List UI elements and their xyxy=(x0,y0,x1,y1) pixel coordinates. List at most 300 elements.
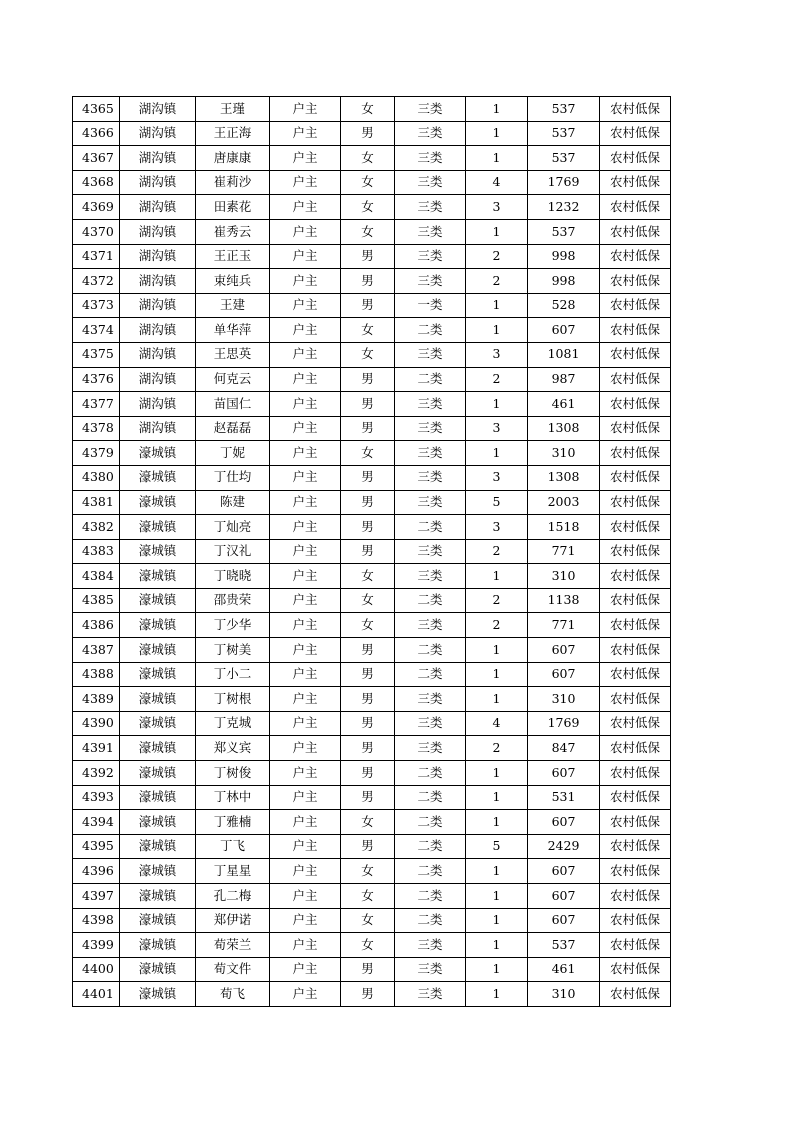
relation-cell: 户主 xyxy=(270,342,341,367)
amount-cell: 2429 xyxy=(528,834,600,859)
gender-cell: 女 xyxy=(341,588,395,613)
serial-number-cell: 4373 xyxy=(73,293,120,318)
gender-cell: 男 xyxy=(341,367,395,392)
amount-cell: 537 xyxy=(528,219,600,244)
gender-cell: 男 xyxy=(341,638,395,663)
relation-cell: 户主 xyxy=(270,810,341,835)
amount-cell: 1518 xyxy=(528,515,600,540)
table-row xyxy=(73,146,671,171)
town-cell: 濠城镇 xyxy=(120,810,196,835)
table-row xyxy=(73,416,671,441)
household-size-cell: 1 xyxy=(466,662,528,687)
category-cell: 二类 xyxy=(395,318,466,343)
name-cell: 崔莉沙 xyxy=(196,170,270,195)
category-cell: 三类 xyxy=(395,982,466,1007)
amount-cell: 998 xyxy=(528,269,600,294)
serial-number-cell: 4391 xyxy=(73,736,120,761)
table-row xyxy=(73,613,671,638)
name-cell: 赵磊磊 xyxy=(196,416,270,441)
assistance-type-cell: 农村低保 xyxy=(600,219,671,244)
category-cell: 二类 xyxy=(395,834,466,859)
serial-number-cell: 4382 xyxy=(73,515,120,540)
table-row xyxy=(73,490,671,515)
gender-cell: 男 xyxy=(341,957,395,982)
serial-number-cell: 4386 xyxy=(73,613,120,638)
gender-cell: 男 xyxy=(341,539,395,564)
serial-number-cell: 4368 xyxy=(73,170,120,195)
table-row xyxy=(73,957,671,982)
gender-cell: 女 xyxy=(341,564,395,589)
town-cell: 濠城镇 xyxy=(120,490,196,515)
amount-cell: 537 xyxy=(528,146,600,171)
table-row xyxy=(73,97,671,122)
assistance-type-cell: 农村低保 xyxy=(600,342,671,367)
household-size-cell: 1 xyxy=(466,121,528,146)
gender-cell: 女 xyxy=(341,908,395,933)
gender-cell: 男 xyxy=(341,244,395,269)
household-size-cell: 3 xyxy=(466,515,528,540)
table-row xyxy=(73,219,671,244)
household-size-cell: 5 xyxy=(466,834,528,859)
category-cell: 二类 xyxy=(395,810,466,835)
household-size-cell: 1 xyxy=(466,982,528,1007)
serial-number-cell: 4396 xyxy=(73,859,120,884)
amount-cell: 1308 xyxy=(528,465,600,490)
serial-number-cell: 4379 xyxy=(73,441,120,466)
name-cell: 丁雅楠 xyxy=(196,810,270,835)
amount-cell: 310 xyxy=(528,687,600,712)
assistance-type-cell: 农村低保 xyxy=(600,318,671,343)
amount-cell: 461 xyxy=(528,392,600,417)
name-cell: 丁飞 xyxy=(196,834,270,859)
relation-cell: 户主 xyxy=(270,539,341,564)
gender-cell: 女 xyxy=(341,195,395,220)
gender-cell: 男 xyxy=(341,687,395,712)
household-size-cell: 1 xyxy=(466,318,528,343)
gender-cell: 女 xyxy=(341,613,395,638)
amount-cell: 310 xyxy=(528,982,600,1007)
table-row xyxy=(73,884,671,909)
household-size-cell: 1 xyxy=(466,859,528,884)
assistance-type-cell: 农村低保 xyxy=(600,785,671,810)
relation-cell: 户主 xyxy=(270,416,341,441)
table-row xyxy=(73,736,671,761)
relation-cell: 户主 xyxy=(270,515,341,540)
assistance-type-cell: 农村低保 xyxy=(600,170,671,195)
household-size-cell: 2 xyxy=(466,588,528,613)
table-row xyxy=(73,859,671,884)
amount-cell: 310 xyxy=(528,564,600,589)
name-cell: 丁晓晓 xyxy=(196,564,270,589)
table-row xyxy=(73,342,671,367)
table-row xyxy=(73,908,671,933)
relation-cell: 户主 xyxy=(270,318,341,343)
household-size-cell: 1 xyxy=(466,687,528,712)
serial-number-cell: 4384 xyxy=(73,564,120,589)
amount-cell: 531 xyxy=(528,785,600,810)
relation-cell: 户主 xyxy=(270,638,341,663)
relation-cell: 户主 xyxy=(270,613,341,638)
name-cell: 王瑾 xyxy=(196,97,270,122)
household-size-cell: 1 xyxy=(466,219,528,244)
serial-number-cell: 4370 xyxy=(73,219,120,244)
name-cell: 丁妮 xyxy=(196,441,270,466)
table-row xyxy=(73,121,671,146)
town-cell: 湖沟镇 xyxy=(120,367,196,392)
assistance-type-cell: 农村低保 xyxy=(600,539,671,564)
gender-cell: 女 xyxy=(341,441,395,466)
household-size-cell: 1 xyxy=(466,908,528,933)
town-cell: 濠城镇 xyxy=(120,908,196,933)
town-cell: 濠城镇 xyxy=(120,662,196,687)
town-cell: 濠城镇 xyxy=(120,884,196,909)
name-cell: 束纯兵 xyxy=(196,269,270,294)
serial-number-cell: 4387 xyxy=(73,638,120,663)
table-body xyxy=(73,97,671,1007)
serial-number-cell: 4385 xyxy=(73,588,120,613)
assistance-type-cell: 农村低保 xyxy=(600,859,671,884)
gender-cell: 女 xyxy=(341,219,395,244)
relation-cell: 户主 xyxy=(270,465,341,490)
table-row xyxy=(73,687,671,712)
assistance-type-cell: 农村低保 xyxy=(600,441,671,466)
table-row xyxy=(73,539,671,564)
serial-number-cell: 4376 xyxy=(73,367,120,392)
amount-cell: 1081 xyxy=(528,342,600,367)
category-cell: 三类 xyxy=(395,416,466,441)
relation-cell: 户主 xyxy=(270,441,341,466)
category-cell: 三类 xyxy=(395,195,466,220)
category-cell: 三类 xyxy=(395,244,466,269)
serial-number-cell: 4400 xyxy=(73,957,120,982)
assistance-type-cell: 农村低保 xyxy=(600,564,671,589)
relation-cell: 户主 xyxy=(270,957,341,982)
household-size-cell: 5 xyxy=(466,490,528,515)
assistance-type-cell: 农村低保 xyxy=(600,957,671,982)
gender-cell: 男 xyxy=(341,515,395,540)
amount-cell: 528 xyxy=(528,293,600,318)
table-row xyxy=(73,269,671,294)
amount-cell: 607 xyxy=(528,884,600,909)
gender-cell: 男 xyxy=(341,761,395,786)
table-row xyxy=(73,195,671,220)
relation-cell: 户主 xyxy=(270,564,341,589)
table-row xyxy=(73,564,671,589)
table-row xyxy=(73,834,671,859)
amount-cell: 607 xyxy=(528,662,600,687)
town-cell: 湖沟镇 xyxy=(120,293,196,318)
category-cell: 三类 xyxy=(395,687,466,712)
assistance-type-cell: 农村低保 xyxy=(600,121,671,146)
category-cell: 三类 xyxy=(395,97,466,122)
household-size-cell: 1 xyxy=(466,146,528,171)
household-size-cell: 3 xyxy=(466,465,528,490)
name-cell: 孔二梅 xyxy=(196,884,270,909)
amount-cell: 1308 xyxy=(528,416,600,441)
relation-cell: 户主 xyxy=(270,97,341,122)
category-cell: 三类 xyxy=(395,342,466,367)
relation-cell: 户主 xyxy=(270,244,341,269)
amount-cell: 537 xyxy=(528,121,600,146)
name-cell: 郑义宾 xyxy=(196,736,270,761)
category-cell: 三类 xyxy=(395,170,466,195)
household-size-cell: 2 xyxy=(466,539,528,564)
town-cell: 濠城镇 xyxy=(120,465,196,490)
category-cell: 三类 xyxy=(395,933,466,958)
category-cell: 三类 xyxy=(395,957,466,982)
amount-cell: 461 xyxy=(528,957,600,982)
category-cell: 一类 xyxy=(395,293,466,318)
household-size-cell: 1 xyxy=(466,810,528,835)
name-cell: 丁克城 xyxy=(196,711,270,736)
relation-cell: 户主 xyxy=(270,761,341,786)
assistance-type-cell: 农村低保 xyxy=(600,392,671,417)
household-size-cell: 1 xyxy=(466,761,528,786)
gender-cell: 男 xyxy=(341,834,395,859)
serial-number-cell: 4399 xyxy=(73,933,120,958)
town-cell: 濠城镇 xyxy=(120,588,196,613)
category-cell: 三类 xyxy=(395,490,466,515)
serial-number-cell: 4365 xyxy=(73,97,120,122)
household-size-cell: 1 xyxy=(466,957,528,982)
name-cell: 荀飞 xyxy=(196,982,270,1007)
gender-cell: 男 xyxy=(341,392,395,417)
town-cell: 濠城镇 xyxy=(120,687,196,712)
relation-cell: 户主 xyxy=(270,293,341,318)
assistance-type-cell: 农村低保 xyxy=(600,982,671,1007)
gender-cell: 女 xyxy=(341,170,395,195)
town-cell: 湖沟镇 xyxy=(120,170,196,195)
gender-cell: 女 xyxy=(341,884,395,909)
relation-cell: 户主 xyxy=(270,367,341,392)
town-cell: 濠城镇 xyxy=(120,933,196,958)
category-cell: 三类 xyxy=(395,269,466,294)
gender-cell: 女 xyxy=(341,859,395,884)
gender-cell: 男 xyxy=(341,121,395,146)
assistance-type-cell: 农村低保 xyxy=(600,146,671,171)
serial-number-cell: 4371 xyxy=(73,244,120,269)
town-cell: 濠城镇 xyxy=(120,441,196,466)
name-cell: 丁树俊 xyxy=(196,761,270,786)
relation-cell: 户主 xyxy=(270,834,341,859)
table-row xyxy=(73,785,671,810)
name-cell: 郑伊诺 xyxy=(196,908,270,933)
relation-cell: 户主 xyxy=(270,662,341,687)
name-cell: 何克云 xyxy=(196,367,270,392)
assistance-type-cell: 农村低保 xyxy=(600,711,671,736)
serial-number-cell: 4380 xyxy=(73,465,120,490)
table-row xyxy=(73,638,671,663)
table-row xyxy=(73,293,671,318)
town-cell: 湖沟镇 xyxy=(120,342,196,367)
amount-cell: 771 xyxy=(528,539,600,564)
town-cell: 濠城镇 xyxy=(120,515,196,540)
category-cell: 二类 xyxy=(395,785,466,810)
household-size-cell: 2 xyxy=(466,367,528,392)
gender-cell: 女 xyxy=(341,97,395,122)
town-cell: 湖沟镇 xyxy=(120,219,196,244)
household-size-cell: 1 xyxy=(466,392,528,417)
name-cell: 荀文件 xyxy=(196,957,270,982)
category-cell: 三类 xyxy=(395,121,466,146)
name-cell: 丁汉礼 xyxy=(196,539,270,564)
relation-cell: 户主 xyxy=(270,146,341,171)
town-cell: 濠城镇 xyxy=(120,736,196,761)
household-size-cell: 1 xyxy=(466,933,528,958)
household-size-cell: 2 xyxy=(466,736,528,761)
gender-cell: 女 xyxy=(341,318,395,343)
amount-cell: 1232 xyxy=(528,195,600,220)
town-cell: 濠城镇 xyxy=(120,785,196,810)
assistance-type-cell: 农村低保 xyxy=(600,195,671,220)
gender-cell: 女 xyxy=(341,146,395,171)
table-row xyxy=(73,170,671,195)
assistance-type-cell: 农村低保 xyxy=(600,588,671,613)
household-size-cell: 3 xyxy=(466,195,528,220)
household-size-cell: 2 xyxy=(466,269,528,294)
relation-cell: 户主 xyxy=(270,785,341,810)
relation-cell: 户主 xyxy=(270,687,341,712)
serial-number-cell: 4395 xyxy=(73,834,120,859)
name-cell: 丁林中 xyxy=(196,785,270,810)
serial-number-cell: 4392 xyxy=(73,761,120,786)
category-cell: 三类 xyxy=(395,564,466,589)
table-row xyxy=(73,244,671,269)
assistance-type-cell: 农村低保 xyxy=(600,367,671,392)
town-cell: 濠城镇 xyxy=(120,761,196,786)
household-size-cell: 1 xyxy=(466,97,528,122)
household-size-cell: 1 xyxy=(466,785,528,810)
assistance-type-cell: 农村低保 xyxy=(600,662,671,687)
assistance-type-cell: 农村低保 xyxy=(600,613,671,638)
name-cell: 田素花 xyxy=(196,195,270,220)
town-cell: 濠城镇 xyxy=(120,711,196,736)
category-cell: 二类 xyxy=(395,515,466,540)
serial-number-cell: 4369 xyxy=(73,195,120,220)
relation-cell: 户主 xyxy=(270,121,341,146)
table-row xyxy=(73,465,671,490)
gender-cell: 男 xyxy=(341,416,395,441)
category-cell: 二类 xyxy=(395,638,466,663)
town-cell: 濠城镇 xyxy=(120,613,196,638)
relation-cell: 户主 xyxy=(270,711,341,736)
household-size-cell: 4 xyxy=(466,170,528,195)
amount-cell: 607 xyxy=(528,638,600,663)
household-size-cell: 1 xyxy=(466,638,528,663)
amount-cell: 310 xyxy=(528,441,600,466)
table-row xyxy=(73,441,671,466)
gender-cell: 男 xyxy=(341,785,395,810)
serial-number-cell: 4397 xyxy=(73,884,120,909)
relation-cell: 户主 xyxy=(270,933,341,958)
category-cell: 三类 xyxy=(395,539,466,564)
gender-cell: 男 xyxy=(341,662,395,687)
category-cell: 三类 xyxy=(395,711,466,736)
assistance-type-cell: 农村低保 xyxy=(600,638,671,663)
relation-cell: 户主 xyxy=(270,195,341,220)
town-cell: 濠城镇 xyxy=(120,834,196,859)
category-cell: 三类 xyxy=(395,146,466,171)
name-cell: 荀荣兰 xyxy=(196,933,270,958)
category-cell: 二类 xyxy=(395,662,466,687)
assistance-type-cell: 农村低保 xyxy=(600,465,671,490)
table-row xyxy=(73,318,671,343)
amount-cell: 537 xyxy=(528,97,600,122)
name-cell: 王正海 xyxy=(196,121,270,146)
relation-cell: 户主 xyxy=(270,392,341,417)
amount-cell: 607 xyxy=(528,810,600,835)
table-row xyxy=(73,588,671,613)
household-size-cell: 3 xyxy=(466,416,528,441)
name-cell: 陈建 xyxy=(196,490,270,515)
table-row xyxy=(73,662,671,687)
gender-cell: 男 xyxy=(341,269,395,294)
assistance-type-cell: 农村低保 xyxy=(600,761,671,786)
assistance-type-cell: 农村低保 xyxy=(600,933,671,958)
household-size-cell: 3 xyxy=(466,342,528,367)
serial-number-cell: 4390 xyxy=(73,711,120,736)
name-cell: 丁仕均 xyxy=(196,465,270,490)
amount-cell: 847 xyxy=(528,736,600,761)
relation-cell: 户主 xyxy=(270,736,341,761)
gender-cell: 男 xyxy=(341,711,395,736)
relation-cell: 户主 xyxy=(270,859,341,884)
town-cell: 濠城镇 xyxy=(120,957,196,982)
household-size-cell: 1 xyxy=(466,441,528,466)
assistance-type-cell: 农村低保 xyxy=(600,293,671,318)
amount-cell: 987 xyxy=(528,367,600,392)
town-cell: 湖沟镇 xyxy=(120,195,196,220)
serial-number-cell: 4366 xyxy=(73,121,120,146)
name-cell: 丁树美 xyxy=(196,638,270,663)
serial-number-cell: 4367 xyxy=(73,146,120,171)
serial-number-cell: 4375 xyxy=(73,342,120,367)
name-cell: 苗国仁 xyxy=(196,392,270,417)
assistance-type-cell: 农村低保 xyxy=(600,515,671,540)
assistance-type-cell: 农村低保 xyxy=(600,884,671,909)
amount-cell: 1138 xyxy=(528,588,600,613)
name-cell: 单华萍 xyxy=(196,318,270,343)
name-cell: 丁灿亮 xyxy=(196,515,270,540)
town-cell: 湖沟镇 xyxy=(120,146,196,171)
name-cell: 丁少华 xyxy=(196,613,270,638)
amount-cell: 1769 xyxy=(528,170,600,195)
table-row xyxy=(73,761,671,786)
relation-cell: 户主 xyxy=(270,908,341,933)
gender-cell: 女 xyxy=(341,342,395,367)
category-cell: 二类 xyxy=(395,908,466,933)
serial-number-cell: 4377 xyxy=(73,392,120,417)
town-cell: 濠城镇 xyxy=(120,539,196,564)
assistance-type-cell: 农村低保 xyxy=(600,834,671,859)
name-cell: 王思英 xyxy=(196,342,270,367)
table-row xyxy=(73,711,671,736)
household-size-cell: 2 xyxy=(466,613,528,638)
serial-number-cell: 4394 xyxy=(73,810,120,835)
category-cell: 三类 xyxy=(395,613,466,638)
category-cell: 三类 xyxy=(395,392,466,417)
assistance-type-cell: 农村低保 xyxy=(600,687,671,712)
serial-number-cell: 4393 xyxy=(73,785,120,810)
relation-cell: 户主 xyxy=(270,982,341,1007)
town-cell: 湖沟镇 xyxy=(120,416,196,441)
amount-cell: 607 xyxy=(528,761,600,786)
relation-cell: 户主 xyxy=(270,588,341,613)
assistance-type-cell: 农村低保 xyxy=(600,269,671,294)
serial-number-cell: 4388 xyxy=(73,662,120,687)
category-cell: 三类 xyxy=(395,219,466,244)
assistance-type-cell: 农村低保 xyxy=(600,244,671,269)
